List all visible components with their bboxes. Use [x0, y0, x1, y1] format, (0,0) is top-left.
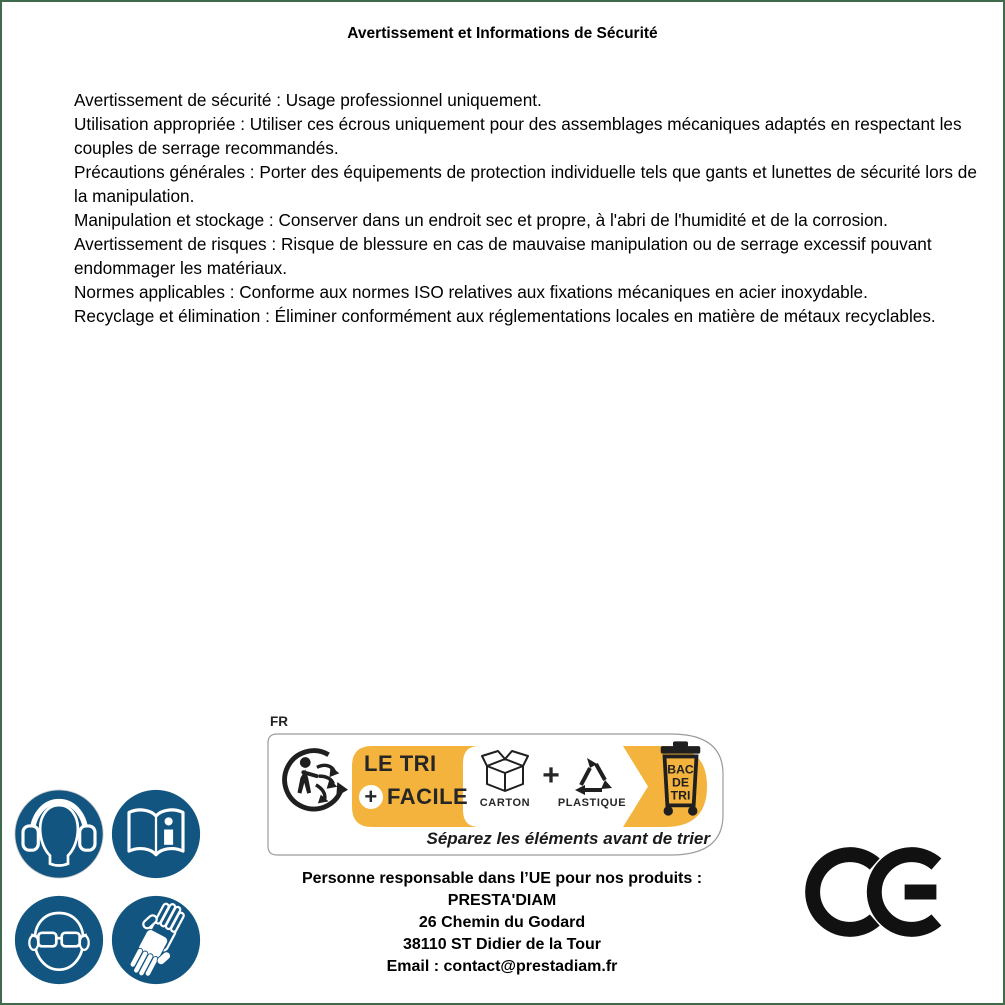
materials-plus-sign: + — [542, 759, 560, 792]
safety-line: Utilisation appropriée : Utiliser ces écrous uniquement pour des assemblages mécaniques adaptés en respectant les couples de serrage recommandés. — [74, 114, 962, 158]
responsible-person-block — [242, 868, 762, 978]
triman-icon — [280, 746, 348, 814]
responsible-intro: Personne responsable dans l’UE pour nos produits : — [301, 870, 703, 887]
plastique-label: PLASTIQUE — [557, 797, 627, 809]
bin-text-line2: DE — [672, 775, 689, 790]
address-city: 38110 ST Didier de la Tour — [403, 936, 601, 953]
sorting-tagline: Séparez les éléments avant de trier — [426, 829, 710, 848]
safety-text-block — [74, 88, 988, 328]
contact-email: Email : contact@prestadiam.fr — [386, 958, 618, 975]
wear-ear-protection-icon — [14, 789, 104, 879]
safety-line: Avertissement de risques : Risque de blessure en cas de mauvaise manipulation ou de serrage excessif pouvant endommager les matériaux. — [74, 234, 932, 278]
page-title: Avertissement et Informations de Sécurité — [347, 25, 658, 42]
address-street: 26 Chemin du Godard — [418, 914, 586, 931]
safety-line: Recyclage et élimination : Éliminer conformément aux réglementations locales en matière de métaux recyclables. — [74, 306, 936, 326]
letri-text: LE TRI — [364, 751, 437, 776]
bin-text-line1: BAC — [667, 762, 694, 777]
carton-box-icon — [481, 750, 529, 796]
wear-eye-protection-icon — [14, 895, 104, 985]
safety-line: Avertissement de sécurité : Usage professionnel uniquement. — [74, 90, 542, 110]
recycling-sorting-label — [267, 733, 724, 856]
sorting-bin-icon — [657, 741, 704, 817]
safety-line: Manipulation et stockage : Conserver dans un endroit sec et propre, à l'abri de l'humidité et de la corrosion. — [74, 210, 888, 230]
safety-line: Normes applicables : Conforme aux normes ISO relatives aux fixations mécaniques en acier inoxydable. — [74, 282, 868, 302]
ce-marking-icon — [800, 842, 942, 942]
company-name: PRESTA'DIAM — [447, 892, 557, 909]
plus-circle-icon: + — [359, 785, 383, 809]
carton-label: CARTON — [479, 797, 531, 809]
bin-text-line3: TRI — [670, 788, 691, 803]
read-instruction-manual-icon — [111, 789, 201, 879]
country-code-label: FR — [270, 714, 288, 729]
wear-protective-gloves-icon — [111, 895, 201, 985]
letri-facile-headline — [364, 751, 479, 809]
safety-line: Précautions générales : Porter des équipements de protection individuelle tels que gants et lunettes de sécurité lors de la manipulation. — [74, 162, 977, 206]
plastic-recycling-icon — [569, 751, 615, 795]
facile-text: FACILE — [387, 784, 469, 809]
